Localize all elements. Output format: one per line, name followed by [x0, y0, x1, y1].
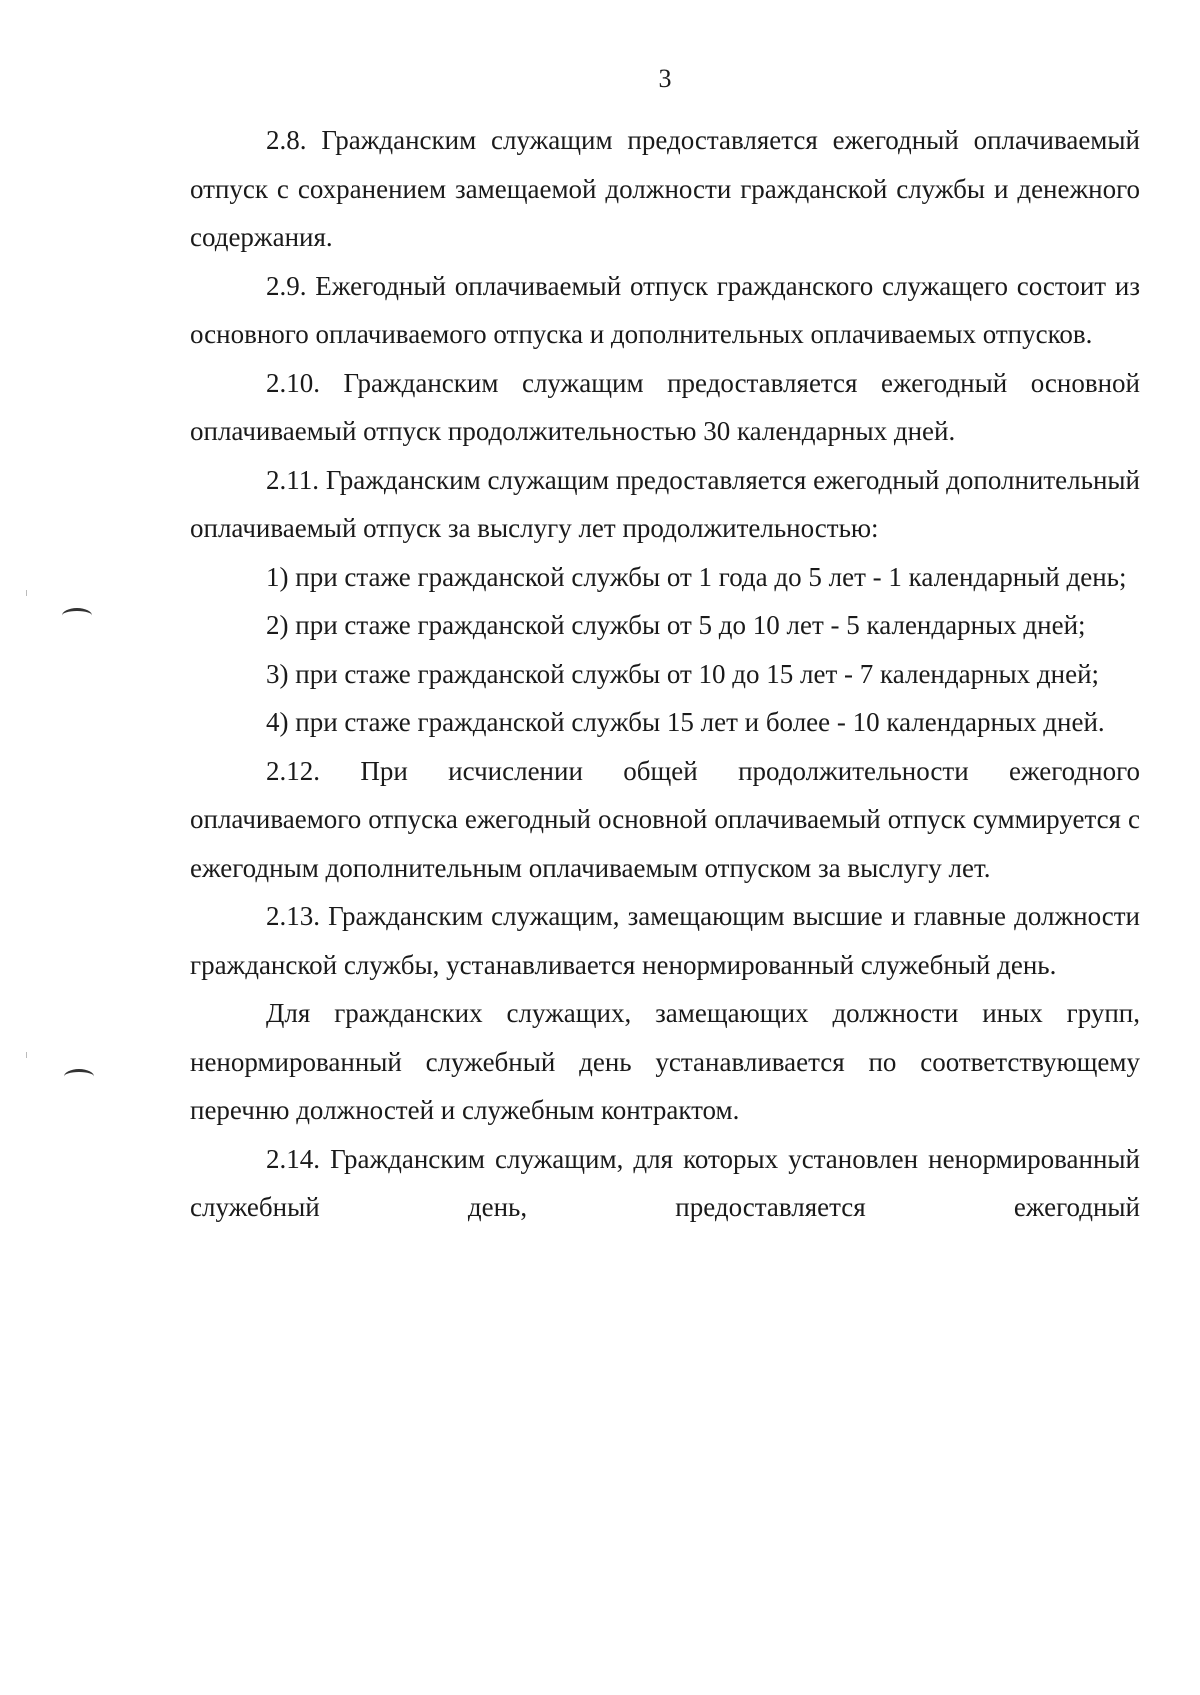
paragraph-2-12: 2.12. При исчислении общей продолжительности ежегодного оплачиваемого отпуска ежегодный основной оплачиваемый отпуск суммируется с ежегодным дополнительным оплачиваемым отпуском за выслугу лет. [190, 755, 1140, 883]
scan-artifact [26, 1052, 27, 1058]
document-page [190, 0, 1140, 1695]
binding-hole-mark-top [62, 608, 92, 623]
paragraph-2-11: 2.11. Гражданским служащим предоставляется ежегодный дополнительный оплачиваемый отпуск за выслугу лет продолжительностью: [190, 464, 1140, 543]
list-item-4: 4) при стаже гражданской службы 15 лет и более - 10 календарных дней. [266, 707, 1105, 737]
paragraph-2-13: 2.13. Гражданским служащим, замещающим высшие и главные должности гражданской службы, устанавливается ненормированный служебный день. [190, 901, 1140, 980]
page-number: 3 [658, 64, 672, 93]
paragraph-2-9: 2.9. Ежегодный оплачиваемый отпуск гражданского служащего состоит из основного оплачиваемого отпуска и дополнительных оплачиваемых отпусков. [190, 270, 1140, 349]
paragraph-2-8: 2.8. Гражданским служащим предоставляется ежегодный оплачиваемый отпуск с сохранением замещаемой должности гражданской службы и денежного содержания. [190, 125, 1140, 252]
list-item-3: 3) при стаже гражданской службы от 10 до 15 лет - 7 календарных дней; [266, 658, 1100, 689]
scan-artifact [26, 590, 27, 596]
list-item-2: 2) при стаже гражданской службы от 5 до 10 лет - 5 календарных дней; [266, 610, 1086, 640]
paragraph-other-groups: Для гражданских служащих, замещающих должности иных групп, ненормированный служебный день устанавливается по соответствующему перечню должностей и служебным контрактом. [190, 998, 1140, 1125]
binding-hole-mark-bottom [64, 1069, 94, 1084]
list-item-1: 1) при стаже гражданской службы от 1 года до 5 лет - 1 календарный день; [266, 561, 1127, 592]
paragraph-2-10: 2.10. Гражданским служащим предоставляется ежегодный основной оплачиваемый отпуск продолжительностью 30 календарных дней. [190, 367, 1140, 446]
paragraph-2-14: 2.14. Гражданским служащим, для которых установлен ненормированный служебный день, предоставляется ежегодный [190, 1143, 1140, 1222]
document-body [190, 116, 1140, 1232]
